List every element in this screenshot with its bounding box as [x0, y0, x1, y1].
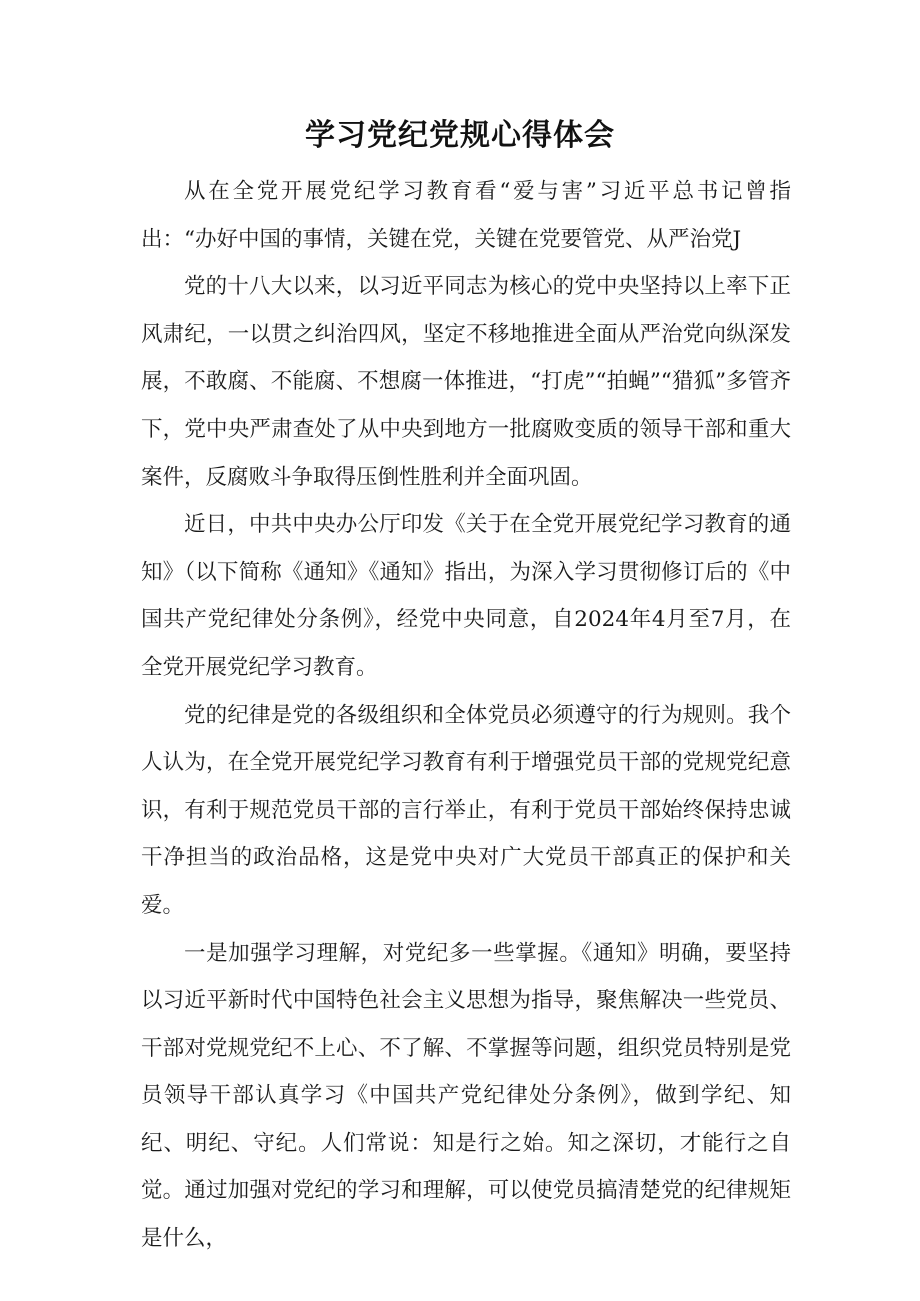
paragraph-discipline-rules: 党的纪律是党的各级组织和全体党员必须遵守的行为规则。我个人认为，在全党开展党纪学习教育有利于增强党员干部的党规党纪意识，有利于规范党员干部的言行举止，有利于党员干部始终保持忠诚干净担当的政治品格，这是党中央对广大党员干部真正的保护和关爱。: [141, 702, 791, 918]
paragraph-anti-corruption: 党的十八大以来，以习近平同志为核心的党中央坚持以上率下正风肃纪，一以贯之纠治四风，坚定不移地推进全面从严治党向纵深发展，不敢腐、不能腐、不想腐一体推进，“打虎”“拍蝇”“猎狐”多管齐下，党中央严肃查处了从中央到地方一批腐败变质的领导干部和重大案件，反腐败斗争取得压倒性胜利并全面巩固。: [141, 274, 791, 490]
paragraph-intro-quote: 从在全党开展党纪学习教育看“爱与害”习近平总书记曾指出：“办好中国的事情，关键在党，关键在党要管党、从严治党J: [141, 179, 791, 252]
paragraph-point-one: 一是加强学习理解，对党纪多一些掌握。《通知》明确，要坚持以习近平新时代中国特色社会主义思想为指导，聚焦解决一些党员、干部对党规党纪不上心、不了解、不掌握等问题，组织党员特别是党员领导干部认真学习《中国共产党纪律处分条例》，做到学纪、知纪、明纪、守纪。人们常说：知是行之始。知之深切，才能行之自觉。通过加强对党纪的学习和理解，可以使党员搞清楚党的纪律规矩是什么，: [141, 940, 791, 1252]
paragraph-notice: 近日，中共中央办公厅印发《关于在全党开展党纪学习教育的通知》（以下简称《通知》《通知》指出，为深入学习贯彻修订后的《中国共产党纪律处分条例》，经党中央同意，自2024年4月至7月，在全党开展党纪学习教育。: [141, 512, 791, 680]
document-body: [141, 168, 791, 1263]
document-title: 学习党纪党规心得体会: [305, 118, 615, 153]
